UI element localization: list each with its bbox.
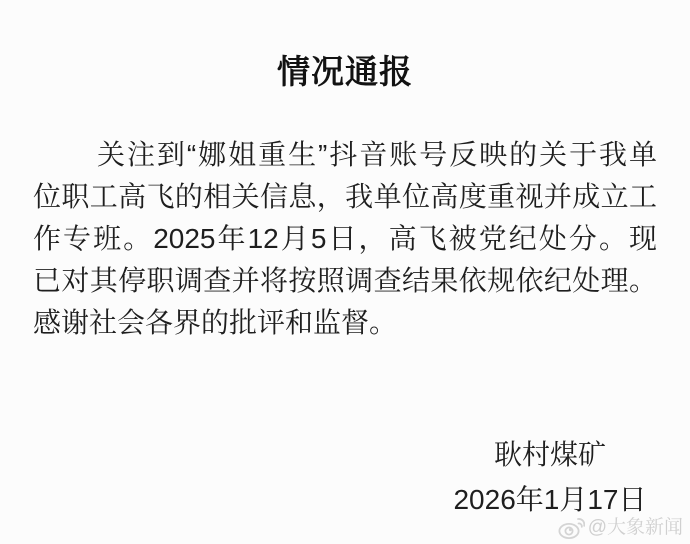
body-line: 已对其停职调查并将按照调查结果依规依纪处理。 [33,265,657,296]
weibo-icon [558,516,585,539]
body-line: 作专班。2025年12月5日，高飞被党纪处分。现 [33,223,657,254]
notice-title: 情况通报 [277,53,413,91]
signature-block [410,432,690,522]
watermark-text: @大象新闻 [587,517,683,538]
signature-date: 2026年1月17日 [453,484,647,515]
watermark [558,516,683,539]
body-line: 位职工高飞的相关信息，我单位高度重视并成立工 [33,181,657,212]
signature-name: 耿村煤矿 [493,439,606,470]
body-line: 感谢社会各界的批评和监督。 [33,307,398,338]
body-line: 关注到“娜姐重生”抖音账号反映的关于我单 [97,139,657,170]
notice-body [33,134,657,344]
